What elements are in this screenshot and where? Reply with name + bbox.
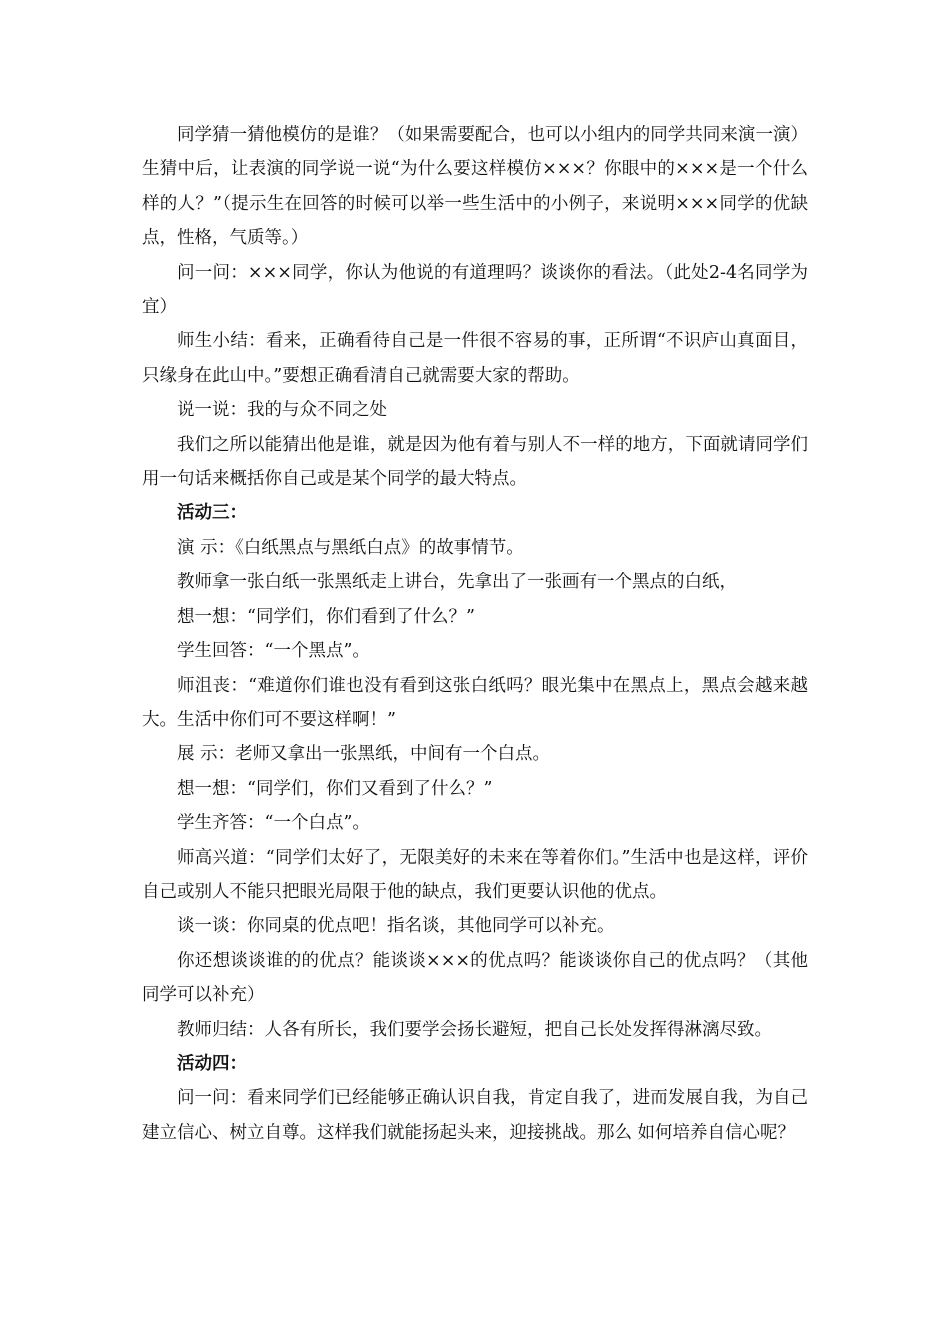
paragraph-confidence: 问一问：看来同学们已经能够正确认识自我，肯定自我了，进而发展自我，为自己建立信心、树立自尊。这样我们就能扬起头来，迎接挑战。那么 如何培养自信心呢？	[142, 1088, 808, 1143]
heading-activity-four: 活动四：	[177, 1053, 247, 1074]
paragraph-answer-white-dot: 学生齐答：“一个白点”。	[177, 813, 370, 834]
paragraph-guess-who: 同学猜一猜他模仿的是谁？（如果需要配合，也可以小组内的同学共同来演一演）生猜中后，让表演的同学说一说“为什么要这样模仿×××？你眼中的×××是一个什么样的人？”（提示生在回答的时候可以举一些生活中的小例子，来说明×××同学的优缺点，性格，气质等。）	[142, 125, 808, 249]
paragraph-show-black-paper: 展 示：老师又拿出一张黑纸，中间有一个白点。	[177, 744, 551, 765]
paragraph-teacher-conclusion: 教师归结：人各有所长，我们要学会扬长避短，把自己长处发挥得淋漓尽致。	[177, 1019, 772, 1040]
paragraph-say-uniqueness: 说一说：我的与众不同之处	[177, 400, 387, 421]
paragraph-talk-deskmate: 谈一谈：你同桌的优点吧！指名谈，其他同学可以补充。	[177, 916, 615, 937]
paragraph-teacher-dismayed: 师沮丧：“难道你们谁也没有看到这张白纸吗？眼光集中在黑点上，黑点会越来越大。生活中你们可不要这样啊！”	[142, 675, 808, 730]
heading-activity-three: 活动三：	[177, 503, 247, 524]
paragraph-teacher-happy: 师高兴道：“同学们太好了，无限美好的未来在等着你们。”生活中也是这样，评价自己或别人不能只把眼光局限于他的缺点，我们更要认识他的优点。	[142, 847, 808, 902]
document-body	[142, 118, 808, 1150]
paragraph-ask-opinion: 问一问：×××同学，你认为他说的有道理吗？谈谈你的看法。（此处2-4名同学为宜）	[142, 262, 808, 318]
paragraph-summary: 师生小结：看来，正确看待自己是一件很不容易的事，正所谓“不识庐山真面目，只缘身在此山中。”要想正确看清自己就需要大家的帮助。	[142, 331, 808, 386]
paragraph-answer-black-dot: 学生回答：“一个黑点”。	[177, 641, 370, 662]
paragraph-think-one: 想一想：“同学们，你们看到了什么？”	[177, 606, 475, 627]
paragraph-feature: 我们之所以能猜出他是谁，就是因为他有着与别人不一样的地方，下面就请同学们用一句话来概括你自己或是某个同学的最大特点。	[142, 434, 808, 490]
paragraph-teacher-paper: 教师拿一张白纸一张黑纸走上讲台，先拿出了一张画有一个黑点的白纸，	[177, 572, 737, 593]
paragraph-demo: 演 示：《白纸黑点与黑纸白点》的故事情节。	[177, 537, 524, 558]
paragraph-think-two: 想一想：“同学们，你们又看到了什么？”	[177, 778, 493, 799]
paragraph-whose-merits: 你还想谈谈谁的的优点？能谈谈×××的优点吗？能谈谈你自己的优点吗？（其他同学可以补充）	[142, 950, 808, 1006]
